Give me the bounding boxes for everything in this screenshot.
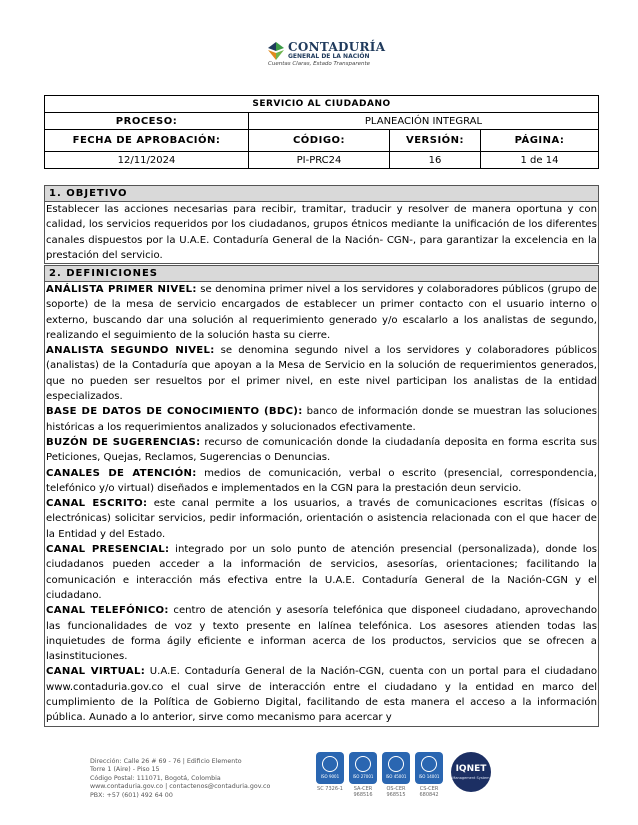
icontec-badge [316,752,344,784]
icontec-ring-icon [421,756,437,772]
cert-caption: OS-CER 968515 [386,786,406,798]
definition-item [46,466,597,497]
definition-term: CANAL PRESENCIAL: [46,544,170,556]
cert-label: ISO 45001 [385,774,407,779]
codigo-label: CÓDIGO: [249,130,390,152]
definition-text: medios de comunicación, verbal o escrito (presencial, correspondencia, telefónico y/o virtual) diseñados e implementados en la CGN para la prestación deun servicio. [46,467,597,494]
definition-text: U.A.E. Contaduría General de la Nación-CGN, cuenta con un portal para el ciudadano www.contaduria.gov.co el cual sirve de interacción entre el ciudadano y la entidad en marco del cumplimiento de la Política de Gobierno Digital, facilitando de esta manera el acceso a la información pública. Aunado a lo anterior, sirve como mecanismo para acercar y [46,666,598,724]
icontec-badge [415,752,443,784]
definition-item [46,603,597,664]
footer-line: Dirección: Calle 26 # 69 - 76 | Edificio Elemento [90,758,242,765]
cert-label: ISO 14001 [418,774,440,779]
definition-term: CANAL VIRTUAL: [46,666,146,678]
definiciones-body [45,282,598,726]
contaduria-emblem-icon [268,42,284,60]
version-label: VERSIÓN: [390,130,481,152]
definition-term: BASE DE DATOS DE CONOCIMIENTO (BDC): [46,406,303,418]
objetivo-title: 1. OBJETIVO [45,186,598,202]
logo-subtitle: GENERAL DE LA NACIÓN [288,53,370,60]
fecha-value: 12/11/2024 [45,152,249,169]
cert-caption: SA-CER 968516 [353,786,373,798]
logo-title: CONTADURÍA [288,40,386,54]
version-value: 16 [390,152,481,169]
definition-term: ANÁLISTA PRIMER NIVEL: [46,284,197,295]
icontec-ring-icon [355,756,371,772]
cert-caption: CS-CER 680842 [419,786,439,798]
document-header-table [44,95,599,169]
icontec-ring-icon [388,756,404,772]
pagina-label: PÁGINA: [481,130,599,152]
codigo-value: PI-PRC24 [249,152,390,169]
definition-item [46,496,597,542]
definition-text: integrado por un solo punto de atención presencial (personalizada), donde los ciudadanos pueden acceder a la información de servicios, asesorías, orientaciones; facilitando la comunicación e interacción más efectiva entre la U.A.E. Contaduría General de la Nación-CGN y el ciudadano. [46,544,598,601]
footer-line: Código Postal: 111071, Bogotá, Colombia [90,774,221,782]
proceso-label: PROCESO: [45,113,249,130]
header-heading: SERVICIO AL CIUDADANO [45,96,599,113]
definition-term: BUZÓN DE SUGERENCIAS: [46,436,201,448]
cert-label: ISO 27001 [352,774,374,779]
iqnet-sublabel: Management System [452,776,490,780]
definition-text: banco de información donde se muestran las soluciones históricas a los requerimientos analizados y solucionados efectivamente. [46,406,597,433]
pagina-value: 1 de 14 [481,152,599,169]
definition-item [46,542,597,603]
footer-line: www.contaduria.gov.co | contactenos@contaduria.gov.co [90,783,271,791]
definition-term: CANAL TELEFÓNICO: [46,605,169,617]
iqnet-badge [451,752,491,792]
icontec-ring-icon [322,756,338,772]
definition-term: ANALISTA SEGUNDO NIVEL: [46,345,215,357]
objetivo-section [44,185,599,264]
definition-term: CANAL ESCRITO: [46,498,148,510]
cert-label: ISO 9001 [320,774,340,779]
cert-caption: SC 7326-1 [317,786,343,792]
footer-address [90,758,270,800]
definition-text: se denomina segundo nivel a los servidores y colaboradores públicos (analistas) de la Contaduría que apoyan a la Mesa de Servicio en la solución de requerimientos generados, que no pueden ser resueltos por el primer nivel, en este nivel participan los analistas de la entidad especializados. [46,345,597,403]
definition-text: este canal permite a los usuarios, a través de comunicaciones escritas (físicas o electrónicas) solicitar servicios, pedir información, orientación o asistencia relacionada con el que hacer de la Entidad y del Estado. [46,498,597,540]
definiciones-title: 2. DEFINICIONES [45,266,598,282]
fecha-label: FECHA DE APROBACIÓN: [45,130,249,152]
proceso-value: PLANEACIÓN INTEGRAL [249,113,599,130]
icontec-badge [382,752,410,784]
definition-item [46,404,597,435]
definition-item [46,282,597,343]
definition-text: se denomina primer nivel a los servidores y colaboradores públicos (grupo de soporte) de la mesa de servicio encargados de establecer un primer contacto con el usuario interno o externo, buscando dar una solución al requerimiento generado y/o escalarlo a los analistas de segundo, realizando el seguimiento de la solución hasta su cierre. [46,284,597,341]
icontec-badge [349,752,377,784]
definition-item [46,664,597,725]
definiciones-section [44,265,599,727]
footer-line: Torre 1 (Aire) - Piso 15 [90,766,160,774]
logo-tagline: Cuentas Claras, Estado Transparente [268,61,370,67]
footer-line: PBX: +57 (601) 492 64 00 [90,791,173,799]
iqnet-label: IQNET [455,764,487,774]
definition-text: centro de atención y asesoría telefónica que disponeel ciudadano, aprovechando las funcionalidades de voz y texto presente en lalínea telefónica. Los asesores atienden todas las inquietudes de forma ágily eficiente e informan acerca de los productos, servicios que se ofrecen a lasinstituciones. [46,605,598,663]
contaduria-logo [268,40,388,70]
objetivo-text: Establecer las acciones necesarias para recibir, tramitar, traducir y resolver de manera oportuna y con calidad, los servicios requeridos por los ciudadanos, grupos étnicos mediante la unificación de los diferentes canales dispuestos por la U.A.E. Contaduría General de la Nación- CGN-, para garantizar la excelencia en la prestación del servicio. [46,204,597,261]
definition-text: recurso de comunicación donde la ciudadanía deposita en forma escrita sus Peticiones, Quejas, Reclamos, Sugerencias o Denuncias. [46,436,597,464]
definition-term: CANALES DE ATENCIÓN: [46,467,197,479]
definition-item [46,343,597,404]
definition-item [46,435,597,466]
